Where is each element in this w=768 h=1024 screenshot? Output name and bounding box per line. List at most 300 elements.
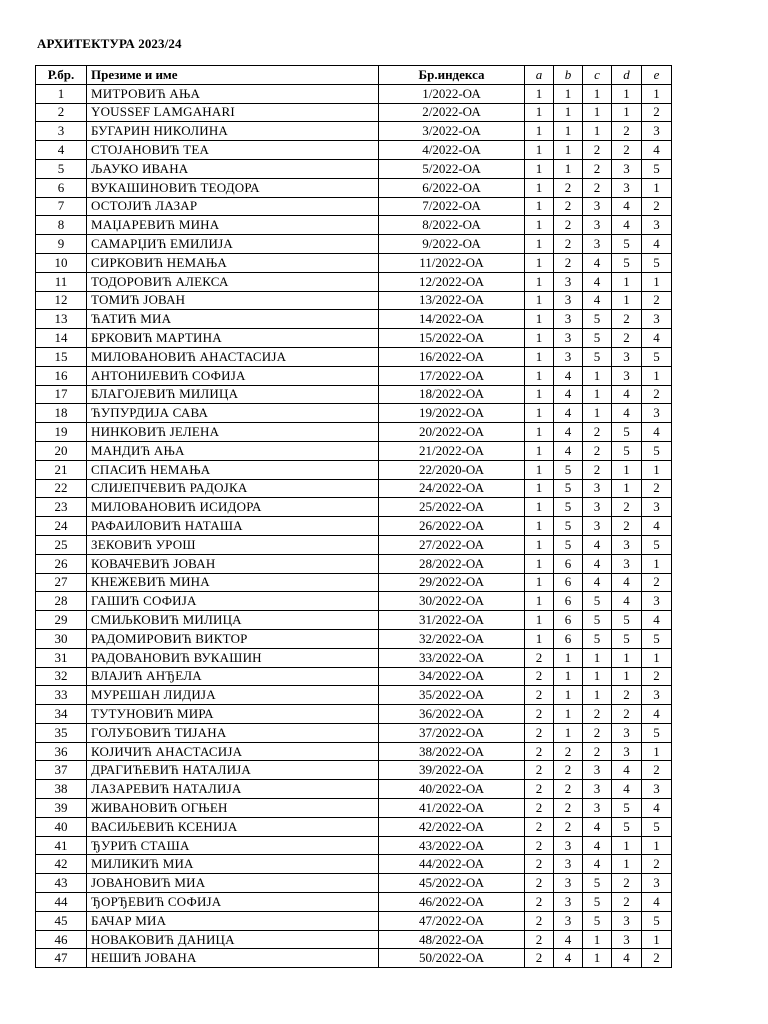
cell-e: 1	[642, 930, 672, 949]
cell-b: 5	[554, 517, 583, 536]
cell-d: 5	[612, 441, 642, 460]
cell-e: 5	[642, 629, 672, 648]
cell-name: ЋУПУРДИЈА САВА	[87, 404, 379, 423]
cell-d: 4	[612, 404, 642, 423]
table-row	[36, 911, 672, 930]
cell-index: 24/2022-ОА	[379, 479, 525, 498]
cell-b: 1	[554, 723, 583, 742]
cell-b: 1	[554, 159, 583, 178]
cell-index: 5/2022-ОА	[379, 159, 525, 178]
table-row	[36, 799, 672, 818]
cell-number: 31	[36, 648, 87, 667]
cell-b: 1	[554, 103, 583, 122]
cell-e: 4	[642, 705, 672, 724]
cell-name: РАДОМИРОВИЋ ВИКТОР	[87, 629, 379, 648]
cell-name: СТОЈАНОВИЋ ТЕА	[87, 141, 379, 160]
cell-name: ЋАТИЋ МИА	[87, 310, 379, 329]
cell-c: 5	[583, 329, 612, 348]
cell-c: 5	[583, 629, 612, 648]
cell-c: 1	[583, 930, 612, 949]
table-row	[36, 611, 672, 630]
table-row	[36, 667, 672, 686]
table-row	[36, 366, 672, 385]
cell-index: 17/2022-ОА	[379, 366, 525, 385]
table-row	[36, 84, 672, 103]
page-title: АРХИТЕКТУРА 2023/24	[37, 36, 182, 51]
cell-b: 6	[554, 629, 583, 648]
cell-a: 1	[525, 272, 554, 291]
cell-d: 3	[612, 347, 642, 366]
cell-name: ЗЕКОВИЋ УРОШ	[87, 535, 379, 554]
cell-a: 1	[525, 573, 554, 592]
cell-number: 6	[36, 178, 87, 197]
cell-c: 3	[583, 216, 612, 235]
cell-a: 2	[525, 911, 554, 930]
cell-index: 12/2022-ОА	[379, 272, 525, 291]
cell-index: 35/2022-ОА	[379, 686, 525, 705]
cell-d: 4	[612, 216, 642, 235]
cell-e: 2	[642, 761, 672, 780]
cell-b: 1	[554, 686, 583, 705]
table-row	[36, 498, 672, 517]
cell-name: ТОМИЋ ЈОВАН	[87, 291, 379, 310]
cell-number: 26	[36, 554, 87, 573]
table-row	[36, 197, 672, 216]
cell-b: 1	[554, 122, 583, 141]
cell-number: 19	[36, 423, 87, 442]
cell-index: 3/2022-ОА	[379, 122, 525, 141]
cell-b: 6	[554, 611, 583, 630]
cell-b: 2	[554, 235, 583, 254]
cell-e: 2	[642, 949, 672, 968]
cell-e: 4	[642, 235, 672, 254]
cell-d: 4	[612, 949, 642, 968]
cell-index: 18/2022-ОА	[379, 385, 525, 404]
cell-e: 3	[642, 686, 672, 705]
cell-e: 4	[642, 329, 672, 348]
cell-c: 1	[583, 648, 612, 667]
table-row	[36, 705, 672, 724]
cell-a: 1	[525, 479, 554, 498]
cell-index: 43/2022-ОА	[379, 836, 525, 855]
cell-number: 21	[36, 460, 87, 479]
cell-b: 3	[554, 836, 583, 855]
cell-index: 42/2022-ОА	[379, 817, 525, 836]
cell-name: ТОДОРОВИЋ АЛЕКСА	[87, 272, 379, 291]
cell-a: 1	[525, 178, 554, 197]
cell-b: 5	[554, 498, 583, 517]
cell-a: 2	[525, 817, 554, 836]
cell-name: ЛАЗАРЕВИЋ НАТАЛИЈА	[87, 780, 379, 799]
table-row	[36, 141, 672, 160]
cell-c: 1	[583, 404, 612, 423]
cell-e: 4	[642, 893, 672, 912]
cell-index: 32/2022-ОА	[379, 629, 525, 648]
cell-name: ТУТУНОВИЋ МИРА	[87, 705, 379, 724]
cell-c: 3	[583, 235, 612, 254]
cell-a: 1	[525, 498, 554, 517]
cell-a: 1	[525, 592, 554, 611]
table-row	[36, 460, 672, 479]
student-table	[35, 65, 672, 968]
cell-name: КНЕЖЕВИЋ МИНА	[87, 573, 379, 592]
table-row	[36, 723, 672, 742]
cell-b: 4	[554, 949, 583, 968]
cell-number: 30	[36, 629, 87, 648]
cell-a: 2	[525, 742, 554, 761]
cell-b: 4	[554, 404, 583, 423]
cell-b: 3	[554, 855, 583, 874]
cell-e: 4	[642, 423, 672, 442]
cell-a: 1	[525, 629, 554, 648]
cell-name: ЉАУКО ИВАНА	[87, 159, 379, 178]
cell-e: 5	[642, 347, 672, 366]
cell-d: 3	[612, 366, 642, 385]
cell-e: 5	[642, 441, 672, 460]
cell-c: 4	[583, 291, 612, 310]
cell-e: 1	[642, 836, 672, 855]
cell-d: 4	[612, 197, 642, 216]
cell-d: 3	[612, 742, 642, 761]
cell-index: 46/2022-ОА	[379, 893, 525, 912]
cell-index: 19/2022-ОА	[379, 404, 525, 423]
cell-d: 3	[612, 178, 642, 197]
table-row	[36, 930, 672, 949]
cell-c: 3	[583, 479, 612, 498]
cell-number: 34	[36, 705, 87, 724]
cell-index: 15/2022-ОА	[379, 329, 525, 348]
cell-b: 2	[554, 178, 583, 197]
cell-name: YOUSSEF LAMGAHARI	[87, 103, 379, 122]
cell-b: 1	[554, 84, 583, 103]
cell-number: 41	[36, 836, 87, 855]
cell-a: 1	[525, 84, 554, 103]
cell-b: 4	[554, 385, 583, 404]
table-row	[36, 855, 672, 874]
table-row	[36, 517, 672, 536]
cell-index: 36/2022-ОА	[379, 705, 525, 724]
cell-a: 1	[525, 329, 554, 348]
cell-e: 2	[642, 291, 672, 310]
table-row	[36, 178, 672, 197]
cell-index: 9/2022-ОА	[379, 235, 525, 254]
cell-number: 22	[36, 479, 87, 498]
cell-name: СМИЉКОВИЋ МИЛИЦА	[87, 611, 379, 630]
cell-number: 8	[36, 216, 87, 235]
cell-c: 5	[583, 893, 612, 912]
cell-e: 3	[642, 310, 672, 329]
cell-name: БРКОВИЋ МАРТИНА	[87, 329, 379, 348]
cell-name: МАНДИЋ АЊА	[87, 441, 379, 460]
table-row	[36, 629, 672, 648]
cell-c: 5	[583, 611, 612, 630]
table-row	[36, 893, 672, 912]
cell-b: 6	[554, 573, 583, 592]
cell-number: 40	[36, 817, 87, 836]
table-row	[36, 310, 672, 329]
cell-d: 4	[612, 780, 642, 799]
cell-number: 38	[36, 780, 87, 799]
cell-e: 1	[642, 272, 672, 291]
cell-c: 5	[583, 347, 612, 366]
cell-name: ЂОРЂЕВИЋ СОФИЈА	[87, 893, 379, 912]
cell-c: 1	[583, 84, 612, 103]
cell-a: 1	[525, 611, 554, 630]
table-row	[36, 742, 672, 761]
table-row	[36, 761, 672, 780]
cell-a: 1	[525, 197, 554, 216]
cell-index: 25/2022-ОА	[379, 498, 525, 517]
cell-number: 12	[36, 291, 87, 310]
cell-d: 1	[612, 460, 642, 479]
cell-c: 2	[583, 423, 612, 442]
cell-number: 47	[36, 949, 87, 968]
cell-d: 3	[612, 723, 642, 742]
cell-e: 3	[642, 404, 672, 423]
cell-e: 5	[642, 159, 672, 178]
cell-b: 2	[554, 216, 583, 235]
cell-name: СЛИЈЕПЧЕВИЋ РАДОЈКА	[87, 479, 379, 498]
cell-name: ОСТОЈИЋ ЛАЗАР	[87, 197, 379, 216]
cell-number: 37	[36, 761, 87, 780]
cell-b: 4	[554, 423, 583, 442]
table-row	[36, 404, 672, 423]
cell-b: 5	[554, 460, 583, 479]
cell-index: 33/2022-ОА	[379, 648, 525, 667]
table-body	[36, 84, 672, 967]
cell-b: 3	[554, 310, 583, 329]
cell-index: 8/2022-ОА	[379, 216, 525, 235]
table-row	[36, 253, 672, 272]
cell-name: СПАСИЋ НЕМАЊА	[87, 460, 379, 479]
cell-a: 1	[525, 366, 554, 385]
cell-d: 5	[612, 253, 642, 272]
cell-number: 20	[36, 441, 87, 460]
cell-c: 4	[583, 535, 612, 554]
cell-c: 2	[583, 723, 612, 742]
cell-a: 2	[525, 667, 554, 686]
cell-name: ГАШИЋ СОФИЈА	[87, 592, 379, 611]
cell-number: 39	[36, 799, 87, 818]
cell-index: 30/2022-ОА	[379, 592, 525, 611]
cell-d: 2	[612, 329, 642, 348]
cell-c: 4	[583, 573, 612, 592]
cell-c: 2	[583, 178, 612, 197]
cell-number: 18	[36, 404, 87, 423]
cell-a: 1	[525, 141, 554, 160]
cell-e: 4	[642, 799, 672, 818]
cell-index: 2/2022-ОА	[379, 103, 525, 122]
cell-name: МУРЕШАН ЛИДИЈА	[87, 686, 379, 705]
cell-a: 1	[525, 385, 554, 404]
cell-e: 3	[642, 122, 672, 141]
cell-c: 5	[583, 911, 612, 930]
table-row	[36, 535, 672, 554]
table-row	[36, 573, 672, 592]
cell-a: 1	[525, 423, 554, 442]
cell-number: 29	[36, 611, 87, 630]
cell-a: 1	[525, 235, 554, 254]
table-row	[36, 686, 672, 705]
cell-d: 2	[612, 893, 642, 912]
cell-name: МИТРОВИЋ АЊА	[87, 84, 379, 103]
cell-a: 1	[525, 517, 554, 536]
cell-number: 10	[36, 253, 87, 272]
cell-name: ЈОВАНОВИЋ МИА	[87, 874, 379, 893]
cell-c: 5	[583, 874, 612, 893]
cell-b: 2	[554, 799, 583, 818]
cell-number: 46	[36, 930, 87, 949]
header-e: e	[642, 66, 672, 85]
cell-c: 3	[583, 197, 612, 216]
cell-number: 3	[36, 122, 87, 141]
cell-name: МИЛОВАНОВИЋ АНАСТАСИЈА	[87, 347, 379, 366]
cell-number: 44	[36, 893, 87, 912]
cell-a: 1	[525, 441, 554, 460]
cell-a: 2	[525, 705, 554, 724]
cell-c: 1	[583, 949, 612, 968]
cell-index: 29/2022-ОА	[379, 573, 525, 592]
cell-number: 16	[36, 366, 87, 385]
cell-e: 1	[642, 366, 672, 385]
cell-name: БАЧАР МИА	[87, 911, 379, 930]
cell-b: 2	[554, 761, 583, 780]
header-d: d	[612, 66, 642, 85]
cell-a: 2	[525, 686, 554, 705]
cell-name: МИЛИКИЋ МИА	[87, 855, 379, 874]
cell-index: 37/2022-ОА	[379, 723, 525, 742]
cell-number: 23	[36, 498, 87, 517]
cell-a: 1	[525, 404, 554, 423]
cell-e: 5	[642, 817, 672, 836]
cell-d: 5	[612, 423, 642, 442]
table-row	[36, 159, 672, 178]
header-name: Презиме и име	[87, 66, 379, 85]
table-row	[36, 479, 672, 498]
cell-number: 17	[36, 385, 87, 404]
cell-e: 1	[642, 742, 672, 761]
cell-c: 2	[583, 742, 612, 761]
cell-d: 4	[612, 385, 642, 404]
cell-index: 28/2022-ОА	[379, 554, 525, 573]
cell-c: 2	[583, 460, 612, 479]
cell-c: 4	[583, 554, 612, 573]
table-row	[36, 272, 672, 291]
cell-index: 11/2022-ОА	[379, 253, 525, 272]
cell-d: 4	[612, 573, 642, 592]
cell-e: 5	[642, 535, 672, 554]
cell-d: 4	[612, 592, 642, 611]
cell-b: 3	[554, 874, 583, 893]
cell-c: 2	[583, 441, 612, 460]
cell-c: 3	[583, 517, 612, 536]
cell-e: 5	[642, 911, 672, 930]
cell-c: 3	[583, 498, 612, 517]
cell-d: 1	[612, 855, 642, 874]
cell-name: ЖИВАНОВИЋ ОГЊЕН	[87, 799, 379, 818]
cell-d: 1	[612, 84, 642, 103]
header-index: Бр.индекса	[379, 66, 525, 85]
cell-index: 14/2022-ОА	[379, 310, 525, 329]
cell-d: 5	[612, 235, 642, 254]
cell-index: 6/2022-ОА	[379, 178, 525, 197]
cell-b: 1	[554, 705, 583, 724]
cell-b: 5	[554, 535, 583, 554]
cell-d: 1	[612, 291, 642, 310]
cell-number: 13	[36, 310, 87, 329]
cell-name: НЕШИЋ ЈОВАНА	[87, 949, 379, 968]
table-row	[36, 592, 672, 611]
cell-d: 3	[612, 930, 642, 949]
cell-number: 25	[36, 535, 87, 554]
cell-c: 4	[583, 836, 612, 855]
cell-e: 2	[642, 667, 672, 686]
cell-d: 5	[612, 799, 642, 818]
cell-b: 4	[554, 366, 583, 385]
cell-index: 27/2022-ОА	[379, 535, 525, 554]
cell-e: 2	[642, 855, 672, 874]
cell-e: 3	[642, 592, 672, 611]
cell-c: 3	[583, 799, 612, 818]
cell-index: 41/2022-ОА	[379, 799, 525, 818]
cell-e: 1	[642, 460, 672, 479]
cell-a: 1	[525, 122, 554, 141]
cell-c: 1	[583, 667, 612, 686]
table-row	[36, 648, 672, 667]
cell-name: АНТОНИЈЕВИЋ СОФИЈА	[87, 366, 379, 385]
cell-index: 50/2022-ОА	[379, 949, 525, 968]
cell-d: 1	[612, 103, 642, 122]
table-row	[36, 216, 672, 235]
table-row	[36, 836, 672, 855]
cell-c: 4	[583, 817, 612, 836]
cell-name: ВЛАЈИЋ АНЂЕЛА	[87, 667, 379, 686]
cell-b: 2	[554, 197, 583, 216]
cell-a: 1	[525, 291, 554, 310]
cell-e: 2	[642, 479, 672, 498]
cell-a: 1	[525, 216, 554, 235]
cell-e: 5	[642, 723, 672, 742]
cell-d: 1	[612, 272, 642, 291]
header-a: a	[525, 66, 554, 85]
cell-b: 1	[554, 667, 583, 686]
cell-b: 6	[554, 554, 583, 573]
header-c: c	[583, 66, 612, 85]
cell-c: 4	[583, 272, 612, 291]
table-row	[36, 385, 672, 404]
cell-name: ВАСИЉЕВИЋ КСЕНИЈА	[87, 817, 379, 836]
cell-d: 1	[612, 479, 642, 498]
cell-index: 13/2022-ОА	[379, 291, 525, 310]
table-row	[36, 817, 672, 836]
cell-a: 2	[525, 930, 554, 949]
cell-d: 5	[612, 817, 642, 836]
cell-number: 11	[36, 272, 87, 291]
cell-a: 2	[525, 648, 554, 667]
cell-number: 43	[36, 874, 87, 893]
cell-index: 7/2022-ОА	[379, 197, 525, 216]
cell-b: 1	[554, 141, 583, 160]
cell-a: 1	[525, 554, 554, 573]
cell-name: НОВАКОВИЋ ДАНИЦА	[87, 930, 379, 949]
cell-number: 32	[36, 667, 87, 686]
cell-d: 1	[612, 836, 642, 855]
cell-name: ЂУРИЋ СТАША	[87, 836, 379, 855]
cell-c: 2	[583, 159, 612, 178]
cell-number: 24	[36, 517, 87, 536]
cell-d: 5	[612, 629, 642, 648]
table-row	[36, 874, 672, 893]
